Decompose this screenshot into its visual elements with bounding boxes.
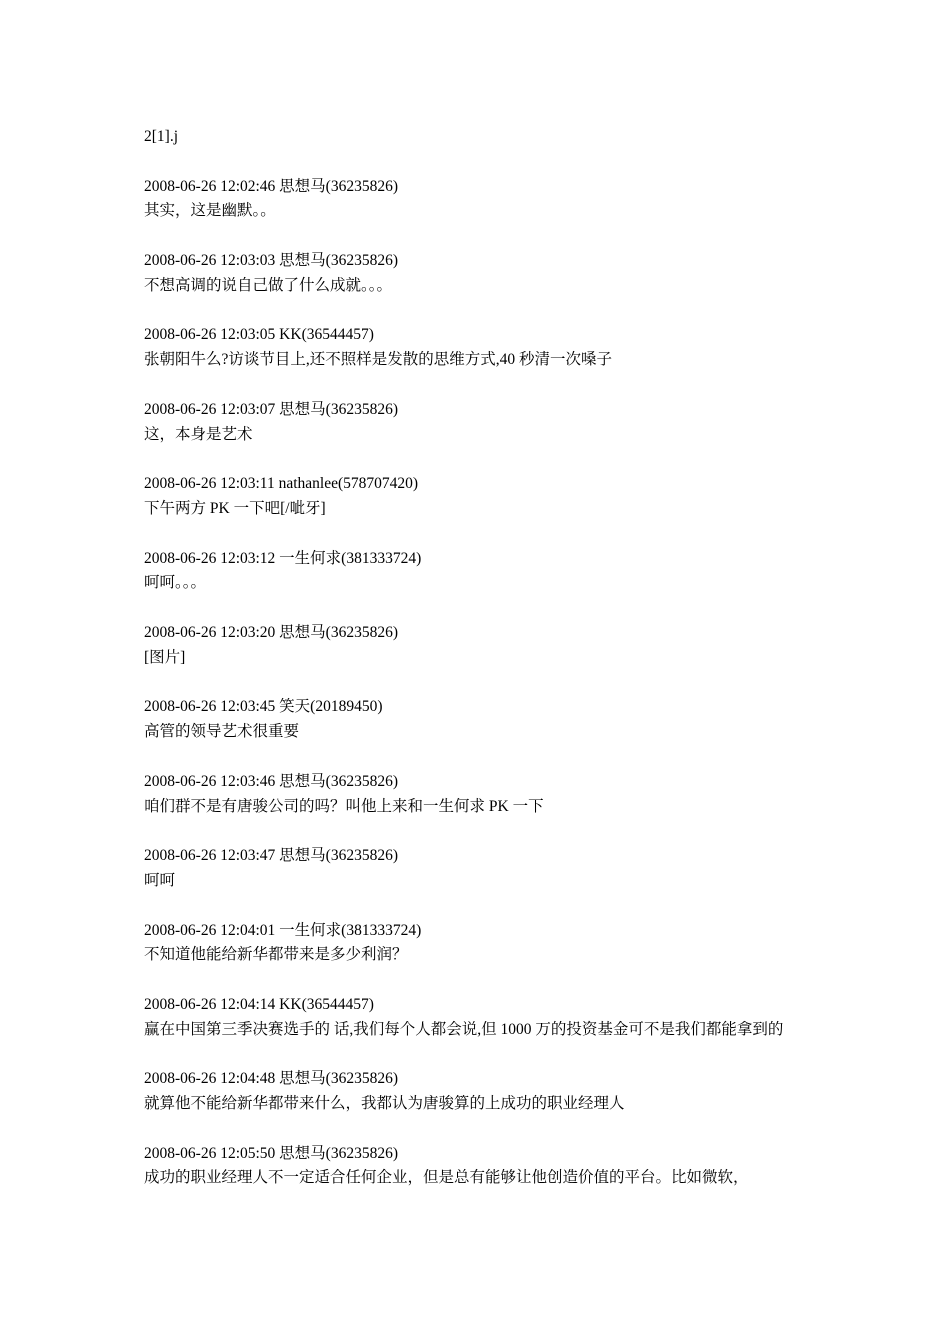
entry-message: 咱们群不是有唐骏公司的吗？叫他上来和一生何求 PK 一下 — [144, 797, 544, 815]
entry-message: 其实，这是幽默。。 — [144, 202, 276, 220]
entry-message: 赢在中国第三季决赛选手的 话,我们每个人都会说,但 1000 万的投资基金可不是我们都能拿到的 — [144, 1020, 784, 1038]
entry-timestamp-author: 2008-06-26 12:02:46 思想马(36235826) — [144, 177, 399, 195]
entry-message: 成功的职业经理人不一定适合任何企业，但是总有能够让他创造价值的平台。比如微软， — [144, 1169, 749, 1187]
entry-timestamp-author: 2008-06-26 12:04:01 一生何求(381333724) — [144, 921, 422, 939]
chat-entry — [144, 919, 814, 969]
entry-timestamp-author: 2008-06-26 12:03:05 KK(36544457) — [144, 326, 374, 344]
entry-timestamp-author: 2008-06-26 12:04:48 思想马(36235826) — [144, 1070, 399, 1088]
header-fragment: 2[1].j — [144, 128, 179, 145]
entry-message: 张朝阳牛么?访谈节目上,还不照样是发散的思维方式,40 秒清一次嗓子 — [144, 351, 613, 369]
chat-log — [144, 175, 814, 1192]
chat-entry — [144, 547, 814, 597]
entry-timestamp-author: 2008-06-26 12:03:03 思想马(36235826) — [144, 251, 399, 269]
entry-timestamp-author: 2008-06-26 12:03:20 思想马(36235826) — [144, 623, 399, 641]
entry-timestamp-author: 2008-06-26 12:03:46 思想马(36235826) — [144, 772, 399, 790]
chat-entry — [144, 249, 814, 299]
chat-entry — [144, 398, 814, 448]
entry-message: 不知道他能给新华都带来是多少利润？ — [144, 946, 408, 964]
entry-timestamp-author: 2008-06-26 12:03:45 笑天(20189450) — [144, 698, 383, 716]
entry-timestamp-author: 2008-06-26 12:03:11 nathanlee(578707420) — [144, 475, 419, 493]
entry-timestamp-author: 2008-06-26 12:03:12 一生何求(381333724) — [144, 549, 422, 567]
entry-message: 不想高调的说自己做了什么成就。。。 — [144, 276, 393, 294]
chat-entry — [144, 323, 814, 373]
entry-message: 高管的领导艺术很重要 — [144, 723, 300, 741]
document-page — [144, 125, 814, 1216]
entry-timestamp-author: 2008-06-26 12:04:14 KK(36544457) — [144, 995, 374, 1013]
entry-timestamp-author: 2008-06-26 12:03:47 思想马(36235826) — [144, 847, 399, 865]
entry-timestamp-author: 2008-06-26 12:05:50 思想马(36235826) — [144, 1144, 399, 1162]
entry-message: 下午两方 PK 一下吧[/呲牙] — [144, 499, 326, 517]
entry-message: 这，本身是艺术 — [144, 425, 253, 443]
chat-entry — [144, 1067, 814, 1117]
chat-entry — [144, 175, 814, 225]
entry-message: [图片] — [144, 648, 186, 666]
chat-entry — [144, 621, 814, 671]
chat-entry — [144, 695, 814, 745]
chat-entry — [144, 770, 814, 820]
chat-entry — [144, 993, 814, 1043]
chat-entry — [144, 844, 814, 894]
entry-message: 呵呵。。。 — [144, 574, 207, 592]
entry-timestamp-author: 2008-06-26 12:03:07 思想马(36235826) — [144, 400, 399, 418]
entry-message: 呵呵 — [144, 871, 176, 889]
entry-message: 就算他不能给新华都带来什么，我都认为唐骏算的上成功的职业经理人 — [144, 1095, 625, 1113]
chat-entry — [144, 472, 814, 522]
chat-entry — [144, 1142, 814, 1192]
